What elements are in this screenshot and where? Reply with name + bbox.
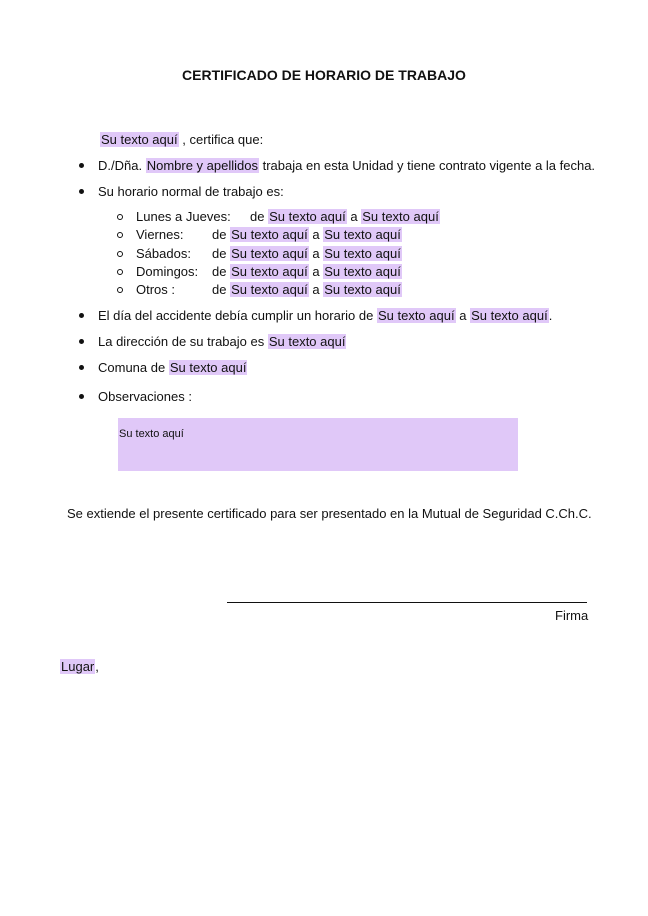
schedule-row <box>136 209 231 225</box>
schedule-to-field[interactable]: Su texto aquí <box>324 227 401 242</box>
schedule-day: Viernes: <box>136 227 184 242</box>
schedule-to-field[interactable]: Su texto aquí <box>324 282 401 297</box>
worker-prefix: D./Dña. <box>98 158 143 173</box>
place-field[interactable]: Lugar <box>61 659 95 674</box>
circle-bullet-icon <box>117 287 123 293</box>
schedule-from-field[interactable]: Su texto aquí <box>231 282 308 297</box>
schedule-to-field[interactable]: Su texto aquí <box>324 264 401 279</box>
signature-label: Firma <box>555 608 589 623</box>
schedule-to-field[interactable]: Su texto aquí <box>362 209 439 224</box>
address-line <box>98 334 346 350</box>
schedule-row <box>136 227 183 243</box>
circle-bullet-icon <box>117 269 123 275</box>
schedule-row-values <box>212 264 402 280</box>
observations-field[interactable] <box>118 418 518 471</box>
schedule-a: a <box>350 209 358 224</box>
schedule-row <box>136 264 198 280</box>
observations-text: Su texto aquí <box>119 428 184 440</box>
worker-line <box>98 158 595 174</box>
schedule-de: de <box>212 282 227 297</box>
schedule-row-values <box>212 227 402 243</box>
schedule-de: de <box>212 246 227 261</box>
schedule-row-values <box>212 282 402 298</box>
place-suffix: , <box>95 659 99 674</box>
schedule-from-field[interactable]: Su texto aquí <box>231 227 308 242</box>
intro-line <box>100 132 263 148</box>
schedule-day: Lunes a Jueves: <box>136 209 231 224</box>
intro-text: , certifica que: <box>182 132 264 147</box>
schedule-row-values <box>250 209 440 225</box>
place-line <box>60 659 99 675</box>
schedule-de: de <box>250 209 265 224</box>
schedule-de: de <box>212 264 227 279</box>
page-title: CERTIFICADO DE HORARIO DE TRABAJO <box>182 67 466 83</box>
circle-bullet-icon <box>117 232 123 238</box>
bullet-icon <box>79 394 84 399</box>
accident-suffix: . <box>548 308 553 323</box>
accident-connector: a <box>459 308 467 323</box>
schedule-a: a <box>312 227 320 242</box>
commune-prefix: Comuna de <box>98 360 166 375</box>
schedule-row-values <box>212 246 402 262</box>
signature-line[interactable] <box>227 602 587 603</box>
schedule-from-field[interactable]: Su texto aquí <box>269 209 346 224</box>
circle-bullet-icon <box>117 214 123 220</box>
accident-line <box>98 308 552 324</box>
bullet-icon <box>79 189 84 194</box>
schedule-from-field[interactable]: Su texto aquí <box>231 264 308 279</box>
commune-line <box>98 360 247 376</box>
accident-to-field[interactable]: Su texto aquí <box>471 308 548 323</box>
circle-bullet-icon <box>117 251 123 257</box>
schedule-day: Sábados: <box>136 246 191 261</box>
worker-name-field[interactable]: Nombre y apellidos <box>146 158 258 173</box>
schedule-a: a <box>312 264 320 279</box>
schedule-from-field[interactable]: Su texto aquí <box>231 246 308 261</box>
schedule-row <box>136 246 191 262</box>
accident-from-field[interactable]: Su texto aquí <box>377 308 455 323</box>
address-field[interactable]: Su texto aquí <box>268 334 346 349</box>
observations-label: Observaciones : <box>98 389 192 404</box>
bullet-icon <box>79 365 84 370</box>
schedule-row <box>136 282 175 298</box>
accident-prefix: El día del accidente debía cumplir un horario de <box>98 308 374 323</box>
schedule-a: a <box>312 282 320 297</box>
address-prefix: La dirección de su trabajo es <box>98 334 265 349</box>
schedule-de: de <box>212 227 227 242</box>
issuer-field[interactable]: Su texto aquí <box>101 132 178 147</box>
bullet-icon <box>79 313 84 318</box>
commune-field[interactable]: Su texto aquí <box>169 360 247 375</box>
schedule-a: a <box>312 246 320 261</box>
schedule-day: Otros : <box>136 282 176 297</box>
closing-text: Se extiende el presente certificado para ser presentado en la Mutual de Seguridad C.Ch.C. <box>67 506 592 521</box>
schedule-to-field[interactable]: Su texto aquí <box>324 246 401 261</box>
bullet-icon <box>79 163 84 168</box>
schedule-label: Su horario normal de trabajo es: <box>98 184 284 199</box>
schedule-day: Domingos: <box>136 264 199 279</box>
bullet-icon <box>79 339 84 344</box>
worker-suffix: trabaja en esta Unidad y tiene contrato vigente a la fecha. <box>262 158 596 173</box>
